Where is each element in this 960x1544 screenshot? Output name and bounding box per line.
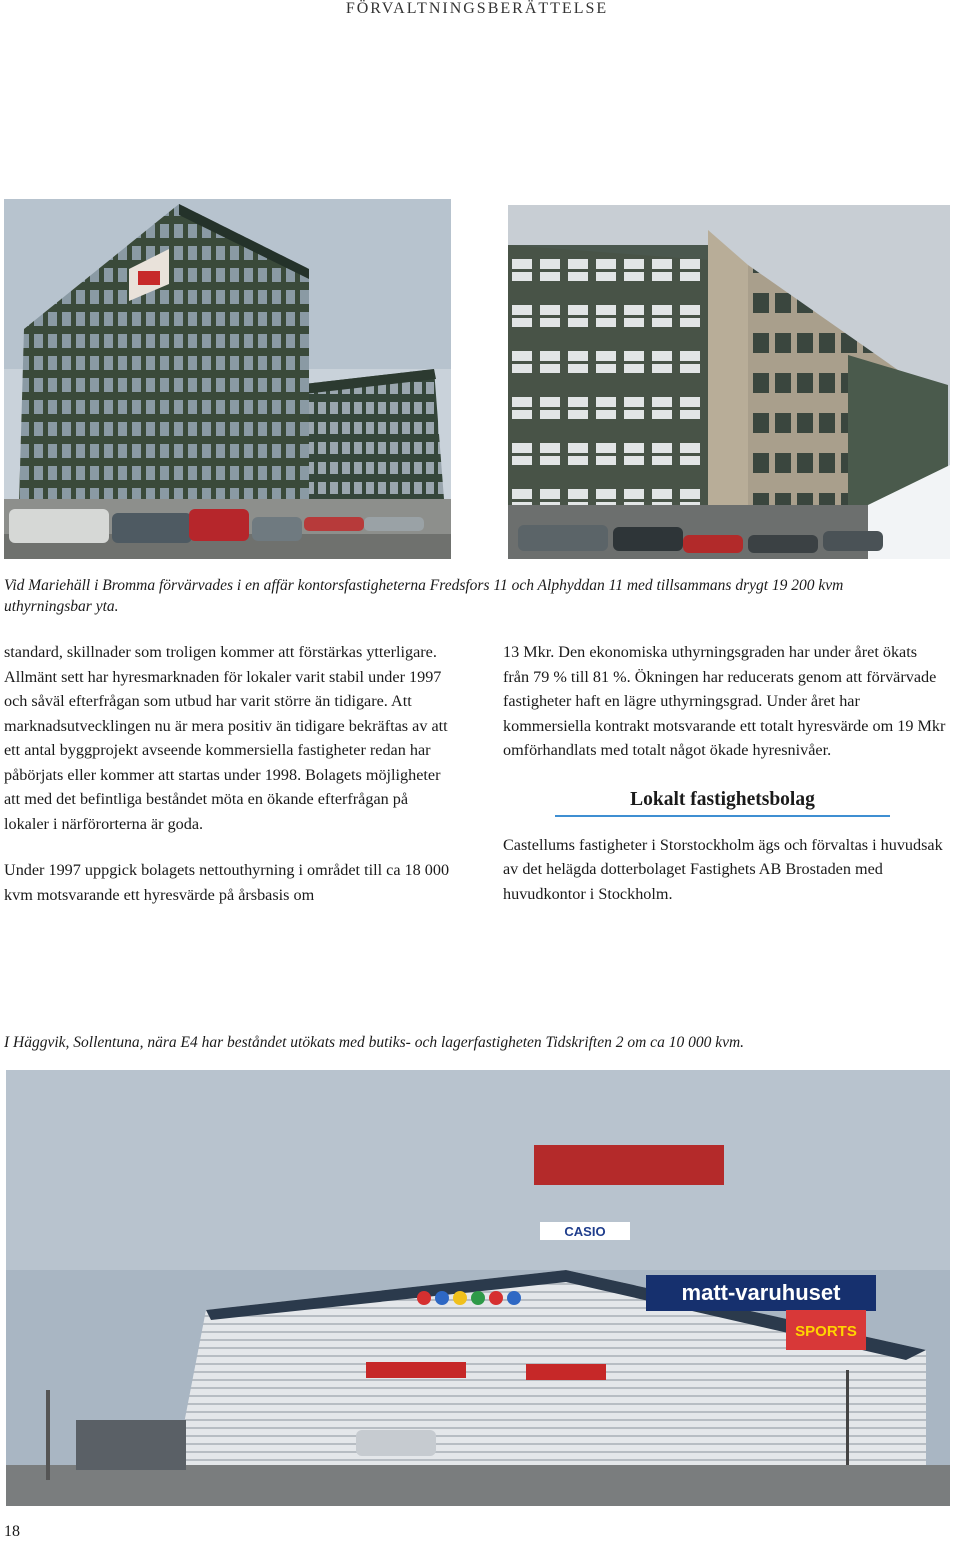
page-number: 18 bbox=[4, 1523, 20, 1540]
left-column bbox=[4, 640, 450, 907]
bottom-photo-caption: I Häggvik, Sollentuna, nära E4 har beståndet utökats med butiks- och lagerfastigheten Tidskriften 2 om ca 10 000 kvm. bbox=[4, 1034, 745, 1051]
matt-varuhuset-sign: matt-varuhuset bbox=[681, 1280, 841, 1305]
right-paragraph-1: 13 Mkr. Den ekonomiska uthyrningsgraden har under året ökats från 79 % till 81 %. Ökningen har reducerats genom att förvärvade fastigheter haft en lägre uthyrningsgrad. Under året har kommersiella kontrakt motsvarande ett totalt hyresvärde om 19 Mkr omförhandlats med totalt något ökade hyresnivåer. bbox=[503, 643, 946, 759]
right-column bbox=[503, 640, 946, 906]
brick-building-photo bbox=[508, 205, 950, 559]
sports-sign: SPORTS bbox=[795, 1323, 857, 1340]
running-header: FÖRVALTNINGSBERÄTTELSE bbox=[345, 0, 609, 17]
left-paragraph-2: Under 1997 uppgick bolagets nettouthyrning i området till ca 18 000 kvm motsvarande ett hyresvärde på årsbasis om bbox=[4, 861, 450, 904]
right-paragraph-2: Castellums fastigheter i Storstockholm ägs och förvaltas i huvudsak av det helägda dotterbolaget Fastighets AB Brostaden med huvudkontor i Stockholm. bbox=[503, 835, 943, 903]
casio-sign: CASIO bbox=[564, 1224, 606, 1239]
office-building-photo bbox=[4, 199, 451, 559]
left-paragraph-1: standard, skillnader som troligen kommer att förstärkas ytterligare. Allmänt sett har hyresmarknaden för lokaler varit stabil under 1997 och såväl efterfrågan som utbud har varit större än tidigare. Att marknadsutvecklingen nu är mera positiv än tidigare bekräftas av att ett antal byggprojekt avseende kommersiella fastigheter redan har påbörjats eller kommer att startas under 1998. Bolagets möjligheter att med det befintliga beståndet möta en ökande efterfrågan på lokaler i närförorterna är goda. bbox=[4, 643, 448, 833]
top-photo-caption: Vid Mariehäll i Bromma förvärvades i en affär kontorsfastigheterna Fredsfors 11 och Alphyddan 11 med tillsammans drygt 19 200 kvm uthyrningsbar yta. bbox=[4, 577, 844, 615]
retail-building-photo bbox=[6, 1070, 950, 1506]
section-heading: Lokalt fastighetsbolag bbox=[555, 787, 890, 817]
